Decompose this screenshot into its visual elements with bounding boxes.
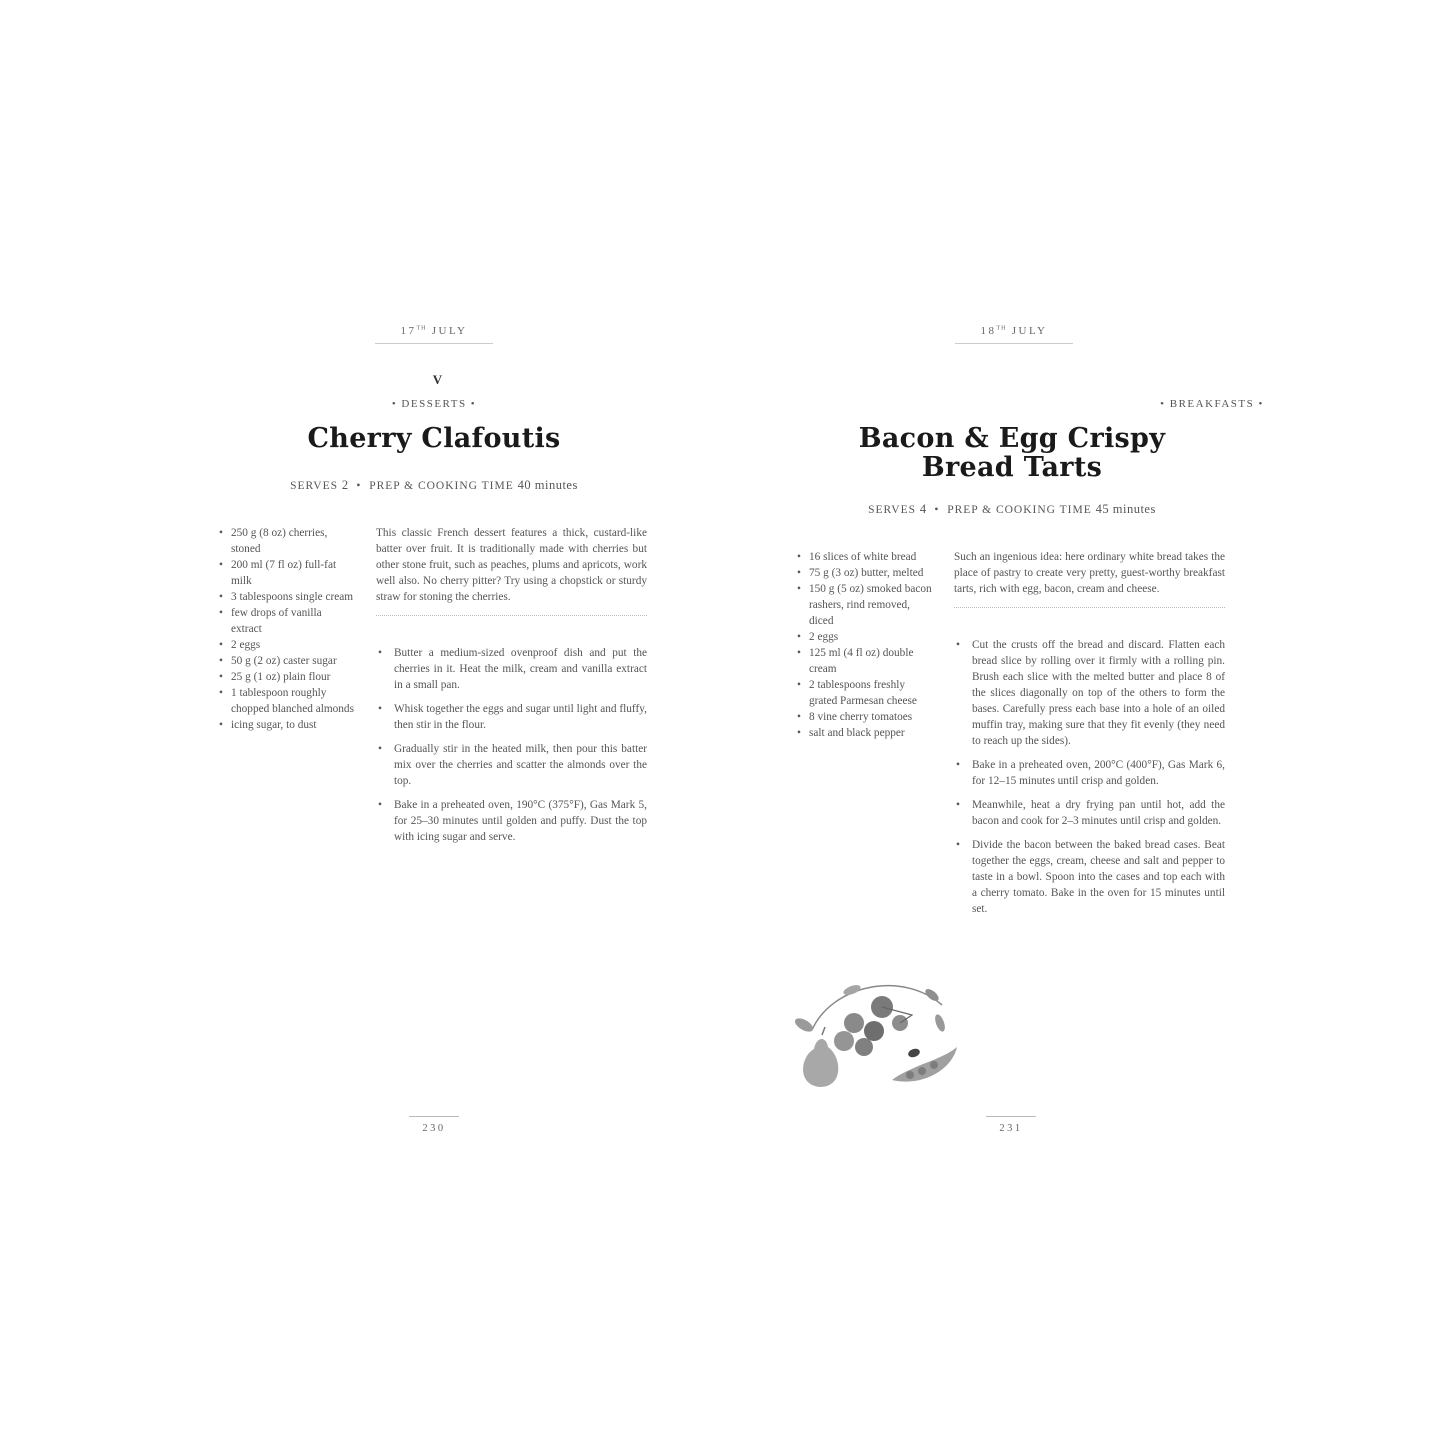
fruit-icon [792, 975, 962, 1095]
ingredients-list [797, 549, 935, 741]
date-day: 18 [980, 325, 997, 337]
method-list [954, 637, 1225, 925]
ingredient-item: • 3 tablespoons single cream [219, 589, 354, 605]
serves-value: 2 [341, 478, 349, 492]
chapter-numeral: V [432, 372, 443, 387]
ingredient-item: • 1 tablespoon roughly chopped blanched almonds [219, 685, 354, 717]
fruit-illustration [792, 975, 962, 1095]
method-step: • Butter a medium-sized ovenproof dish and put the cherries in it. Heat the milk, cream and vanilla extract in a small pan. [376, 645, 647, 693]
ingredient-item: • salt and black pepper [797, 725, 935, 741]
ingredient-item: • icing sugar, to dust [219, 717, 354, 733]
recipe-meta [184, 478, 684, 493]
right-page [722, 0, 1445, 1445]
ingredient-item: • few drops of vanilla extract [219, 605, 354, 637]
page-date [375, 325, 493, 344]
date-month: JULY [431, 325, 468, 337]
time-label: PREP & COOKING TIME [947, 504, 1092, 516]
ingredient-item: • 50 g (2 oz) caster sugar [219, 653, 354, 669]
meta-separator: • [356, 480, 362, 492]
left-page [0, 0, 722, 1445]
ingredient-item: • 2 eggs [797, 629, 935, 645]
method-step: • Divide the bacon between the baked bread cases. Beat together the eggs, cream, cheese and salt and pepper to taste in a bowl. Spoon into the cases and top each with a cherry tomato. Bake in the oven for 15 minutes until set. [954, 837, 1225, 917]
ingredient-item: • 250 g (8 oz) cherries, stoned [219, 525, 354, 557]
method-step: • Meanwhile, heat a dry frying pan until hot, add the bacon and cook for 2–3 minutes until crisp and golden. [954, 797, 1225, 829]
recipe-intro: Such an ingenious idea: here ordinary white bread takes the place of pastry to create very pretty, guest-worthy breakfast tarts, rich with egg, bacon, cream and cheese. [954, 549, 1225, 608]
recipe-title-line: Bacon & Egg Crispy [858, 423, 1166, 454]
ingredient-item: • 150 g (5 oz) smoked bacon rashers, rind removed, diced [797, 581, 935, 629]
date-suffix: TH [996, 325, 1007, 332]
ingredient-item: • 8 vine cherry tomatoes [797, 709, 935, 725]
method-list [376, 645, 647, 853]
serves-label: SERVES [868, 504, 917, 516]
ingredient-item: • 75 g (3 oz) butter, melted [797, 565, 935, 581]
recipe-meta [762, 502, 1262, 517]
ingredient-item: • 2 eggs [219, 637, 354, 653]
meta-separator: • [934, 504, 940, 516]
recipe-intro: This classic French dessert features a thick, custard-like batter over fruit. It is traditionally made with cherries but other stone fruit, such as peaches, plums and apricots, work well also. No cherry pitter? Try using a chopstick or sturdy straw for stoning the cherries. [376, 525, 647, 616]
time-label: PREP & COOKING TIME [369, 480, 514, 492]
method-step: • Bake in a preheated oven, 200°C (400°F), Gas Mark 6, for 12–15 minutes until crisp and golden. [954, 757, 1225, 789]
ingredient-item: • 200 ml (7 fl oz) full-fat milk [219, 557, 354, 589]
date-suffix: TH [416, 325, 427, 332]
recipe-title [762, 424, 1262, 482]
recipe-title-line: Bread Tarts [921, 452, 1103, 483]
method-step: • Gradually stir in the heated milk, then pour this batter mix over the cherries and scatter the almonds over the top. [376, 741, 647, 789]
ingredient-item: • 125 ml (4 fl oz) double cream [797, 645, 935, 677]
ingredient-item: • 25 g (1 oz) plain flour [219, 669, 354, 685]
serves-label: SERVES [290, 480, 339, 492]
time-value: 45 minutes [1095, 502, 1156, 516]
page-date [955, 325, 1073, 344]
time-value: 40 minutes [517, 478, 578, 492]
date-day: 17 [400, 325, 417, 337]
page-number: 230 [409, 1116, 459, 1134]
recipe-title: Cherry Clafoutis [307, 423, 561, 454]
ingredient-item: • 16 slices of white bread [797, 549, 935, 565]
ingredients-list [219, 525, 354, 733]
method-step: • Cut the crusts off the bread and discard. Flatten each bread slice by rolling over it firmly with a rolling pin. Brush each slice with the melted butter and place 8 of the slices diagonally on top of the others to form the bases. Carefully press each base into a hole of an oiled muffin tray, making sure that they fit evenly (they need to reach up the sides). [954, 637, 1225, 749]
page-number: 231 [986, 1116, 1036, 1134]
serves-value: 4 [919, 502, 927, 516]
section-label: • BREAKFASTS • [1160, 398, 1264, 410]
method-step: • Bake in a preheated oven, 190°C (375°F), Gas Mark 5, for 25–30 minutes until golden and puffy. Dust the top with icing sugar and serve. [376, 797, 647, 845]
method-step: • Whisk together the eggs and sugar until light and fluffy, then stir in the flour. [376, 701, 647, 733]
date-month: JULY [1011, 325, 1048, 337]
section-label: • DESSERTS • [391, 398, 477, 410]
ingredient-item: • 2 tablespoons freshly grated Parmesan cheese [797, 677, 935, 709]
